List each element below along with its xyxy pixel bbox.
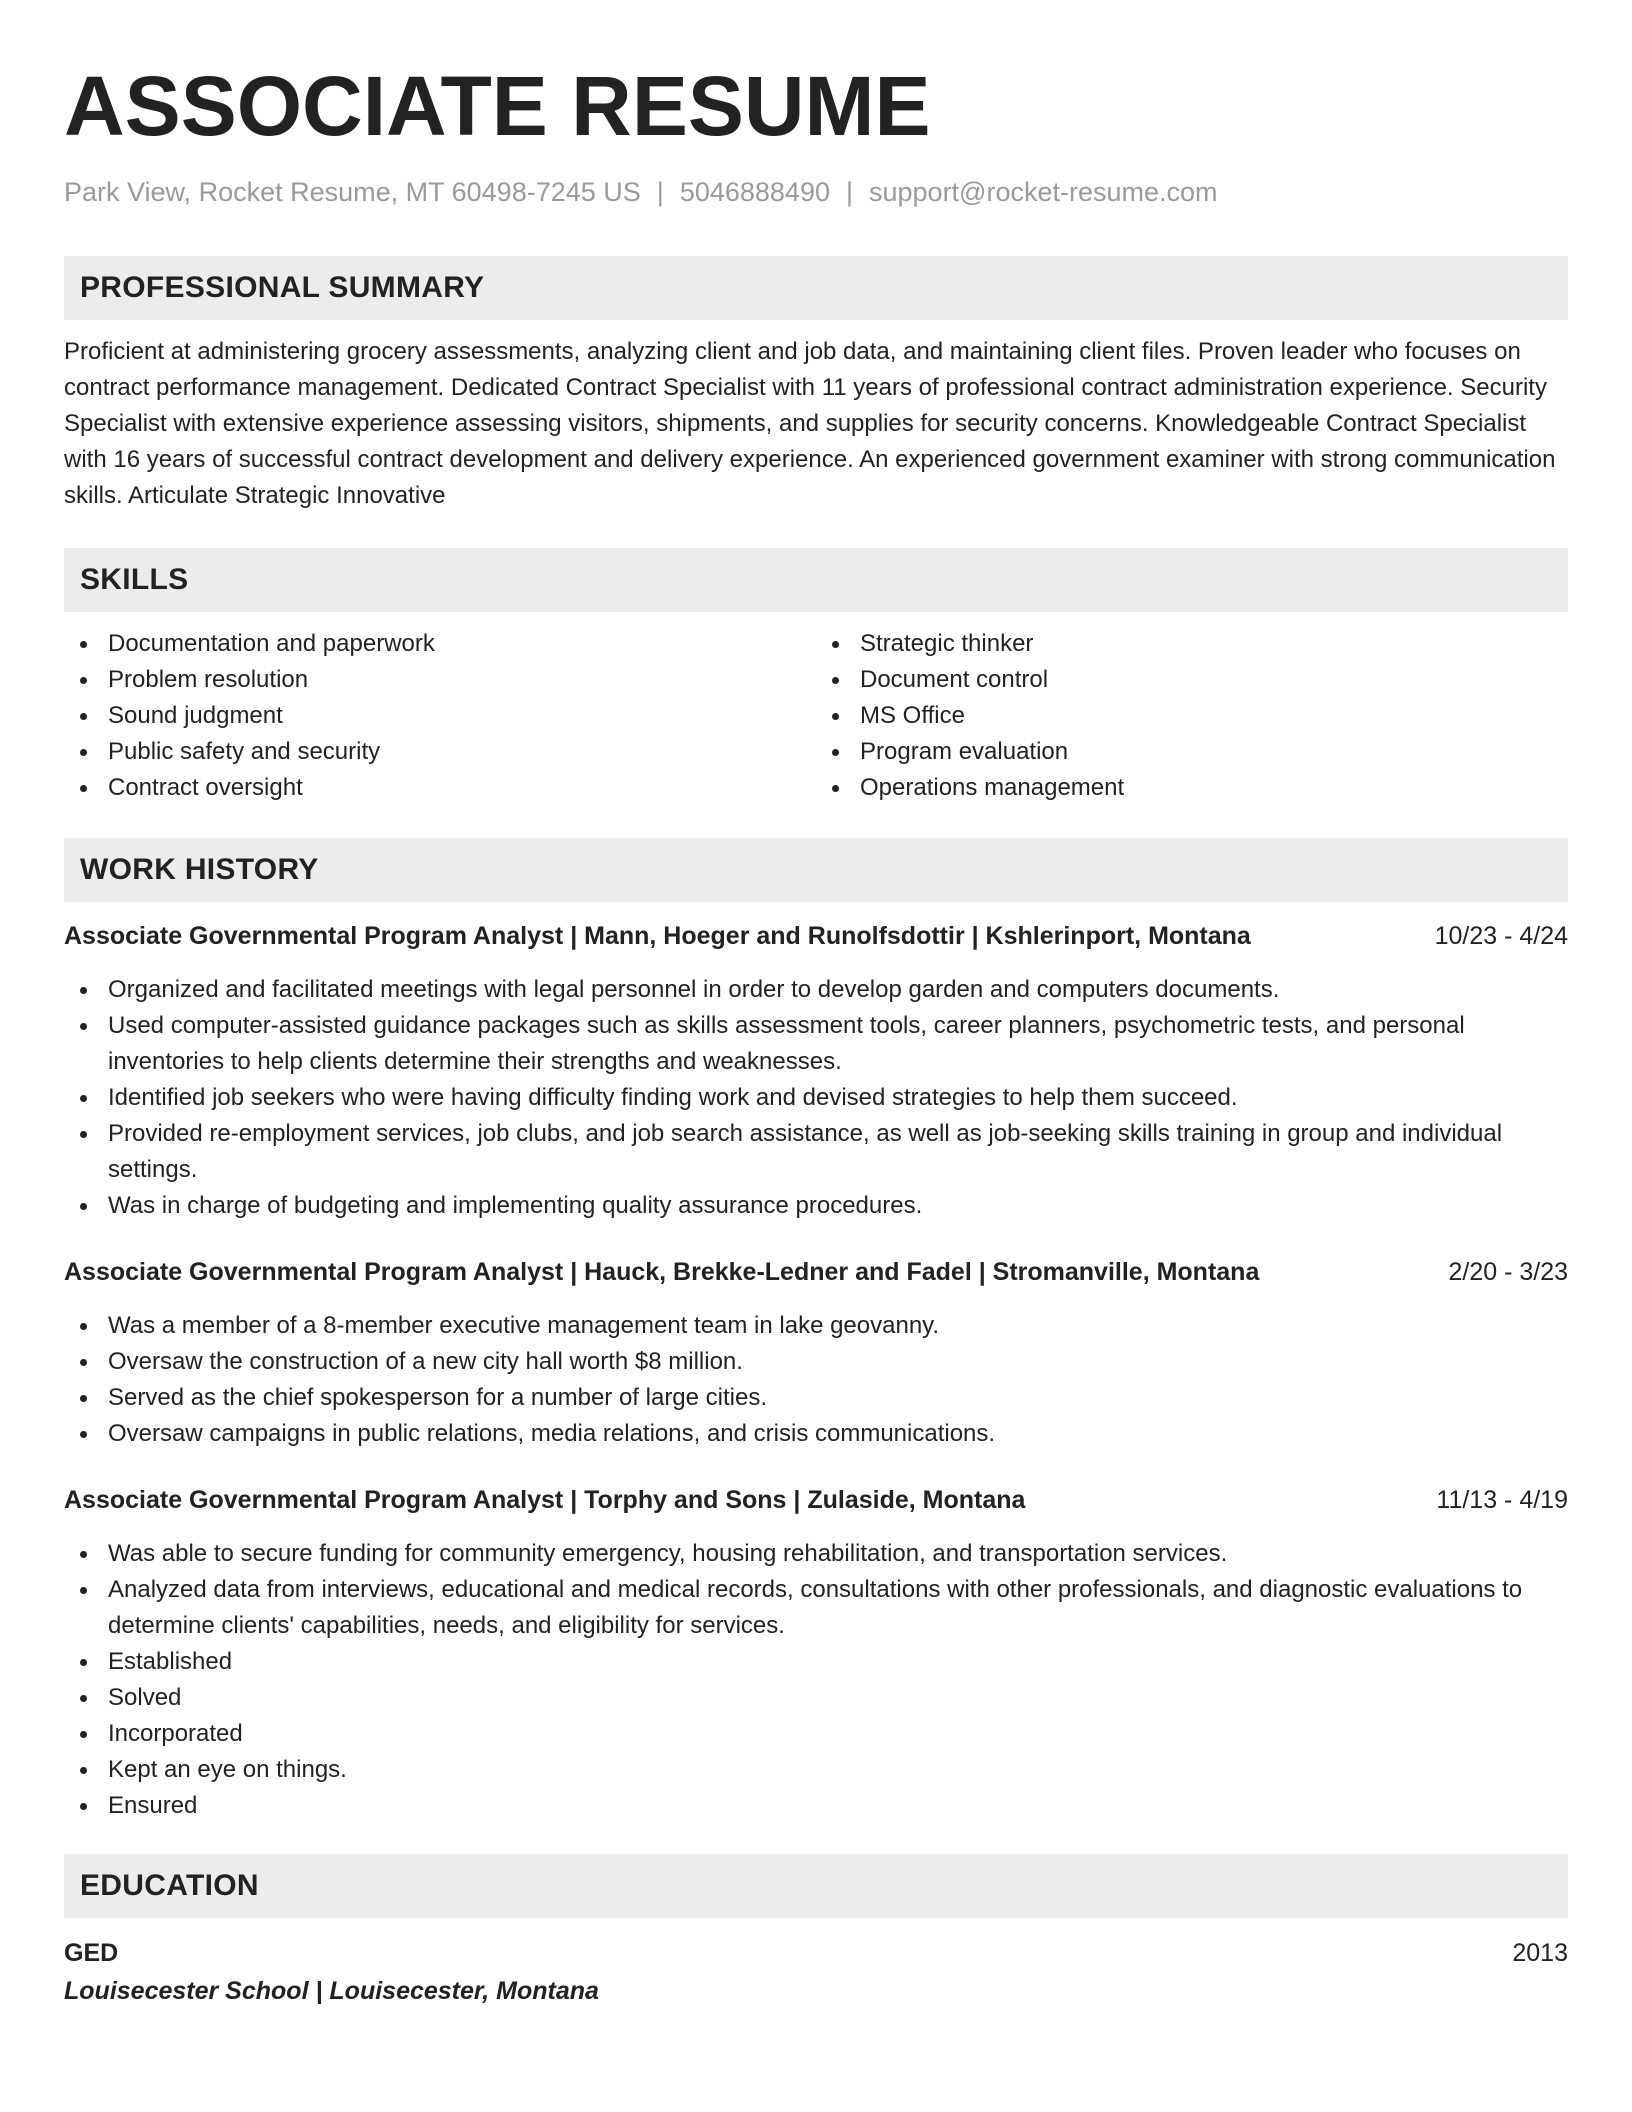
job-bullets: [64, 1308, 1568, 1452]
skills-column-left: [64, 626, 816, 806]
skills-column-right: [816, 626, 1568, 806]
job-bullet: Was in charge of budgeting and implementing quality assurance procedures.: [64, 1188, 1568, 1224]
skill-item: Document control: [816, 662, 1568, 698]
skill-item: Contract oversight: [64, 770, 816, 806]
skill-item: Strategic thinker: [816, 626, 1568, 662]
job-bullet: Was able to secure funding for community emergency, housing rehabilitation, and transportation services.: [64, 1536, 1568, 1572]
skill-item: Public safety and security: [64, 734, 816, 770]
job-dates: 11/13 - 4/19: [1436, 1486, 1568, 1514]
job-bullet: Served as the chief spokesperson for a number of large cities.: [64, 1380, 1568, 1416]
work-heading: WORK HISTORY: [64, 838, 1568, 902]
job-bullet: Ensured: [64, 1788, 1568, 1824]
education-entry: [64, 1934, 1568, 2010]
work-section: [64, 838, 1568, 1824]
job-title: Associate Governmental Program Analyst | Mann, Hoeger and Runolfsdottir | Kshlerinport, Montana: [64, 922, 1251, 950]
job-bullet: Identified job seekers who were having difficulty finding work and devised strategies to help them succeed.: [64, 1080, 1568, 1116]
job-bullet: Analyzed data from interviews, educational and medical records, consultations with other professionals, and diagnostic evaluations to determine clients' capabilities, needs, and eligibility for services.: [64, 1572, 1568, 1644]
contact-email: support@rocket-resume.com: [869, 177, 1218, 207]
summary-text: Proficient at administering grocery assessments, analyzing client and job data, and maintaining client files. Proven leader who focuses on contract performance management. Dedicated Contract Specialist with 11 years of professional contract administration experience. Security Specialist with extensive experience assessing visitors, shipments, and supplies for security concerns. Knowledgeable Contract Specialist with 16 years of successful contract development and delivery experience. An experienced government examiner with strong communication skills. Articulate Strategic Innovative: [64, 338, 1556, 509]
skills-grid: [64, 626, 1568, 806]
skill-item: Sound judgment: [64, 698, 816, 734]
contact-address: Park View, Rocket Resume, MT 60498-7245 US: [64, 177, 641, 207]
contact-separator: |: [845, 177, 853, 207]
skills-section: [64, 548, 1568, 806]
job-header: [64, 1482, 1568, 1518]
skill-item: MS Office: [816, 698, 1568, 734]
contact-separator: |: [656, 177, 664, 207]
job-entry: [64, 1482, 1568, 1824]
resume-name: ASSOCIATE RESUME: [64, 59, 931, 153]
job-bullet: Used computer-assisted guidance packages such as skills assessment tools, career planners, psychometric tests, and personal inventories to help clients determine their strengths and weaknesses.: [64, 1008, 1568, 1080]
job-bullets: [64, 1536, 1568, 1824]
skill-item: Problem resolution: [64, 662, 816, 698]
skill-item: Operations management: [816, 770, 1568, 806]
job-bullet: Established: [64, 1644, 1568, 1680]
summary-section: [64, 256, 1568, 514]
education-section: [64, 1854, 1568, 2010]
education-heading: EDUCATION: [64, 1854, 1568, 1918]
education-degree: GED: [64, 1939, 119, 1967]
skills-heading: SKILLS: [64, 548, 1568, 612]
job-entry: [64, 918, 1568, 1224]
skill-item: Program evaluation: [816, 734, 1568, 770]
job-title: Associate Governmental Program Analyst | Torphy and Sons | Zulaside, Montana: [64, 1486, 1026, 1514]
job-bullet: Oversaw campaigns in public relations, media relations, and crisis communications.: [64, 1416, 1568, 1452]
education-header: [64, 1934, 1568, 1972]
job-header: [64, 1254, 1568, 1290]
job-bullets: [64, 972, 1568, 1224]
job-title: Associate Governmental Program Analyst | Hauck, Brekke-Ledner and Fadel | Stromanville, Montana: [64, 1258, 1260, 1286]
education-year: 2013: [1512, 1939, 1568, 1967]
job-bullet: Provided re-employment services, job clubs, and job search assistance, as well as job-seeking skills training in group and individual settings.: [64, 1116, 1568, 1188]
job-bullet: Solved: [64, 1680, 1568, 1716]
job-bullet: Organized and facilitated meetings with legal personnel in order to develop garden and computers documents.: [64, 972, 1568, 1008]
job-header: [64, 918, 1568, 954]
job-bullet: Was a member of a 8-member executive management team in lake geovanny.: [64, 1308, 1568, 1344]
job-dates: 10/23 - 4/24: [1434, 922, 1568, 950]
job-dates: 2/20 - 3/23: [1448, 1258, 1568, 1286]
job-bullet: Kept an eye on things.: [64, 1752, 1568, 1788]
job-entry: [64, 1254, 1568, 1452]
education-school: Louisecester School | Louisecester, Montana: [64, 1977, 599, 2005]
job-bullet: Incorporated: [64, 1716, 1568, 1752]
job-bullet: Oversaw the construction of a new city hall worth $8 million.: [64, 1344, 1568, 1380]
summary-heading: PROFESSIONAL SUMMARY: [64, 256, 1568, 320]
skill-item: Documentation and paperwork: [64, 626, 816, 662]
contact-line: [64, 172, 1568, 212]
contact-phone: 5046888490: [679, 177, 830, 207]
